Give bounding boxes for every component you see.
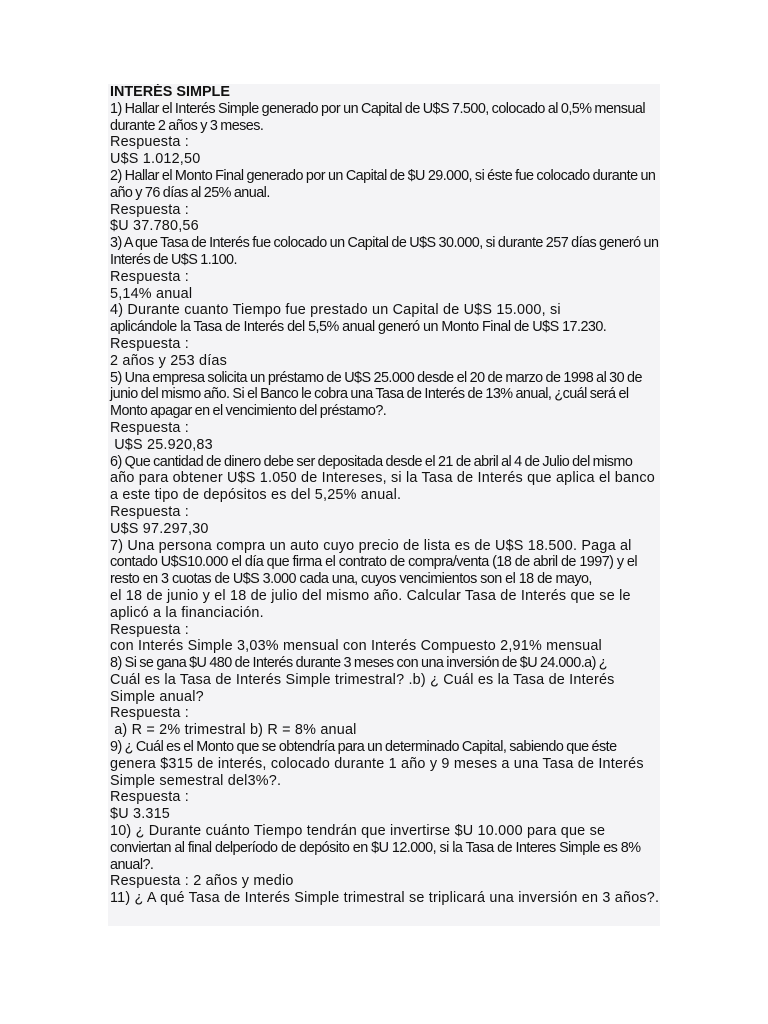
problem-9-question-part-1: 9) ¿ Cuál es el Monto que se obtendría para un determinado Capital, sabiendo que éste <box>110 739 617 756</box>
problem-3-answer: 5,14% anual <box>110 285 193 302</box>
problem-10-answer: Respuesta : 2 años y medio <box>110 873 294 890</box>
document-title: INTERÉS SIMPLE <box>110 84 230 100</box>
problem-8-answer-label: Respuesta : <box>110 705 189 722</box>
problem-7-question-part-3: el 18 de junio y el 18 de julio del mismo año. Calcular Tasa de Interés que se le aplicó a la financiación. <box>110 587 631 621</box>
problem-3-answer-label: Respuesta : <box>110 268 189 285</box>
problem-4-question <box>110 302 660 336</box>
problem-4-question-part-2: aplicándole la Tasa de Interés del 5,5% anual generó un Monto Final de U$S 17.230. <box>110 319 607 336</box>
problem-8-question-part-2: Cuál es la Tasa de Interés Simple trimestral? .b) ¿ Cuál es la Tasa de Interés Simple anual? <box>110 671 615 705</box>
problem-1-question: 1) Hallar el Interés Simple generado por un Capital de U$S 7.500, colocado al 0,5% mensual durante 2 años y 3 meses. <box>110 100 645 134</box>
problem-7-answer: con Interés Simple 3,03% mensual con Interés Compuesto 2,91% mensual <box>110 638 602 655</box>
problem-1-answer-label: Respuesta : <box>110 134 189 151</box>
problem-9-answer-label: Respuesta : <box>110 789 189 806</box>
problem-6-question-part-2: año para obtener U$S 1.050 de Intereses, si la Tasa de Interés que aplica el banco a este tipo de depósitos es del 5,25% anual. <box>110 470 655 504</box>
problem-7-answer-label: Respuesta : <box>110 621 189 638</box>
problem-5-answer-label: Respuesta : <box>110 419 189 436</box>
problem-6-answer: U$S 97.297,30 <box>110 520 209 537</box>
problem-8-question-part-1: 8) Si se gana $U 480 de Interés durante 3 meses con una inversión de $U 24.000.a) ¿ <box>110 655 608 672</box>
problem-4-answer: 2 años y 253 días <box>110 352 228 369</box>
problem-10-question-part-1: 10) ¿ Durante cuánto Tiempo tendrán que invertirse $U 10.000 para que se <box>110 823 606 840</box>
problem-9-answer: $U 3.315 <box>110 806 171 823</box>
problem-6-answer-label: Respuesta : <box>110 503 189 520</box>
problem-8-question <box>110 655 660 705</box>
problem-6-question-part-1: 6) Que cantidad de dinero debe ser depositada desde el 21 de abril al 4 de Julio del mismo <box>110 453 633 470</box>
problem-9-question <box>110 739 660 789</box>
problem-4-answer-label: Respuesta : <box>110 335 189 352</box>
problem-10-question <box>110 823 660 873</box>
problem-1-answer: U$S 1.012,50 <box>110 151 201 168</box>
problem-6-question <box>110 454 660 504</box>
problem-8-answer: a) R = 2% trimestral b) R = 8% anual <box>110 722 357 739</box>
problem-3-question: 3) A que Tasa de Interés fue colocado un Capital de U$S 30.000, si durante 257 días generó un Interés de U$S 1.100. <box>110 235 659 268</box>
problem-5-answer: U$S 25.920,83 <box>110 436 213 453</box>
problem-7-question-part-2: contado U$S10.000 el día que firma el contrato de compra/venta (18 de abril de 1997) y el resto en 3 cuotas de U$S 3.000 cada una, cuyos vencimientos son el 18 de mayo, <box>110 554 638 588</box>
problem-7-question <box>110 538 660 622</box>
problem-5-question: 5) Una empresa solicita un préstamo de U$S 25.000 desde el 20 de marzo de 1998 al 30 de junio del mismo año. Si el Banco le cobra una Tasa de Interés de 13% anual, ¿cuál será el Monto apagar en el vencimiento del préstamo?. <box>110 369 642 420</box>
problem-2-question: 2) Hallar el Monto Final generado por un Capital de $U 29.000, si éste fue colocado durante un año y 76 días al 25% anual. <box>110 167 656 201</box>
problem-10-question-part-2: conviertan al final delperíodo de depósito en $U 12.000, si la Tasa de Interes Simple es 8% anual?. <box>110 839 641 873</box>
problem-2-answer: $U 37.780,56 <box>110 218 199 235</box>
problem-11-question: 11) ¿ A qué Tasa de Interés Simple trimestral se triplicará una inversión en 3 años?. <box>110 890 660 907</box>
problem-4-question-part-1: 4) Durante cuanto Tiempo fue prestado un Capital de U$S 15.000, si <box>110 302 561 319</box>
problem-7-question-part-1: 7) Una persona compra un auto cuyo precio de lista es de U$S 18.500. Paga al <box>110 537 632 554</box>
document-content <box>108 84 660 907</box>
problem-9-question-part-2: genera $315 de interés, colocado durante 1 año y 9 meses a una Tasa de Interés Simple semestral del3%?. <box>110 755 644 789</box>
problem-2-answer-label: Respuesta : <box>110 201 189 218</box>
document-page <box>108 84 660 926</box>
